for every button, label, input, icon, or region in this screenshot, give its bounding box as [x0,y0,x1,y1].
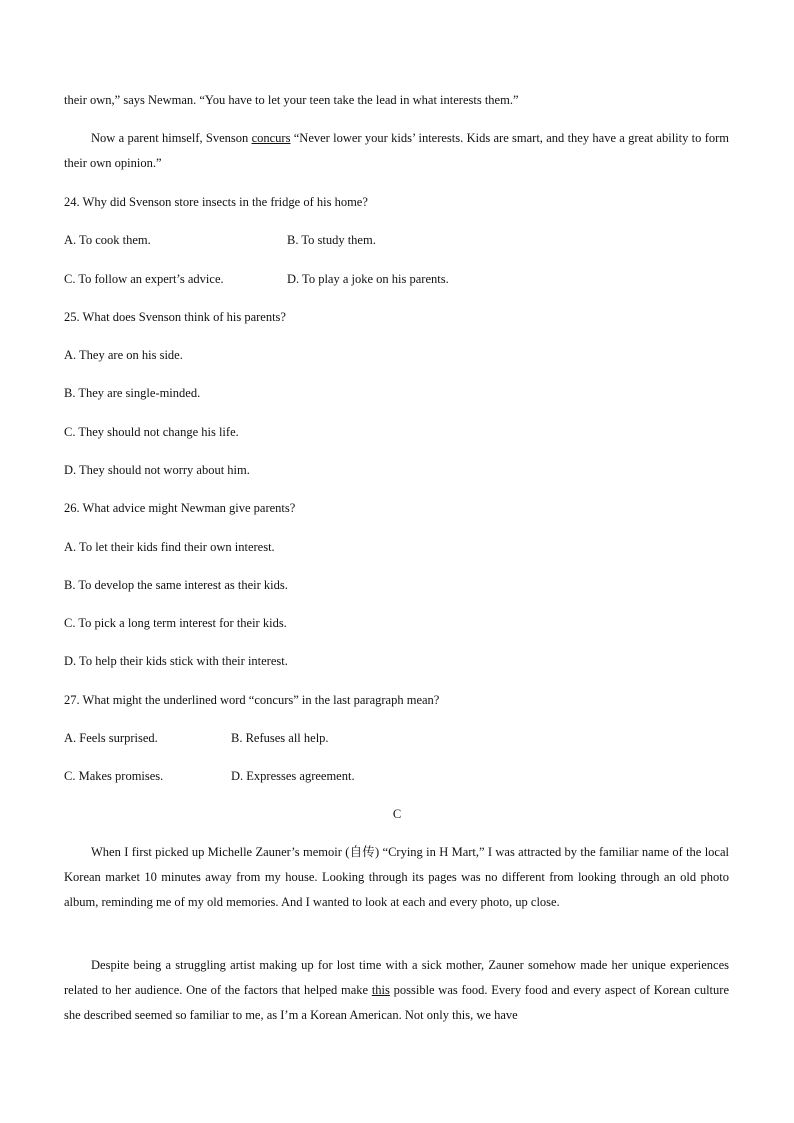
option-d: D. They should not worry about him. [64,463,250,477]
passage-line: their own,” says Newman. “You have to let your teen take the lead in what interests them.” [64,93,519,107]
option-a: A. To cook them. [64,233,151,247]
paragraph-text: Now a parent himself, Svenson [91,131,252,145]
option-c: C. Makes promises. [64,769,164,783]
paragraph-text: possible was food. Every food and every aspect of Korean culture she described seemed so familiar to me, as I’m a Korean American. Not only this, we have [64,983,729,1022]
option-b: B. Refuses all help. [231,731,329,745]
underlined-word: this [371,983,390,997]
passage-paragraph: When I first picked up Michelle Zauner’s memoir (自传) “Crying in H Mart,” I was attracted by the familiar name of the local Korean market 10 minutes away from my house. Looking through its pages was no different from looking through an old photo album, reminding me of my old memories. And I wanted to look at each and every photo, up close. [64,845,729,909]
question-stem: 25. What does Svenson think of his parents? [64,310,286,324]
question-stem: 24. Why did Svenson store insects in the fridge of his home? [64,195,368,209]
passage-paragraph [64,953,729,1028]
passage-paragraph [64,126,729,176]
option-b: B. To study them. [287,233,376,247]
option-a: A. They are on his side. [64,348,183,362]
question-stem: 27. What might the underlined word “concurs” in the last paragraph mean? [64,693,440,707]
paragraph-text: Despite being a struggling artist making up for lost time with a sick mother, Zauner somehow made her unique experiences related to her audience. One of the factors that helped make [64,958,729,997]
option-d: D. To help their kids stick with their interest. [64,654,288,668]
option-c: C. They should not change his life. [64,425,239,439]
option-d: D. To play a joke on his parents. [287,272,449,286]
section-heading: C [392,807,402,821]
underlined-word: concurs [251,131,291,145]
paragraph-text: “Never lower your kids’ interests. Kids are smart, and they have a great ability to form their own opinion.” [64,131,729,170]
option-a: A. Feels surprised. [64,731,158,745]
option-b: B. They are single-minded. [64,386,201,400]
option-d: D. Expresses agreement. [231,769,355,783]
option-b: B. To develop the same interest as their kids. [64,578,288,592]
option-c: C. To pick a long term interest for their kids. [64,616,287,630]
question-stem: 26. What advice might Newman give parents? [64,501,296,515]
option-c: C. To follow an expert’s advice. [64,272,224,286]
option-a: A. To let their kids find their own interest. [64,540,275,554]
